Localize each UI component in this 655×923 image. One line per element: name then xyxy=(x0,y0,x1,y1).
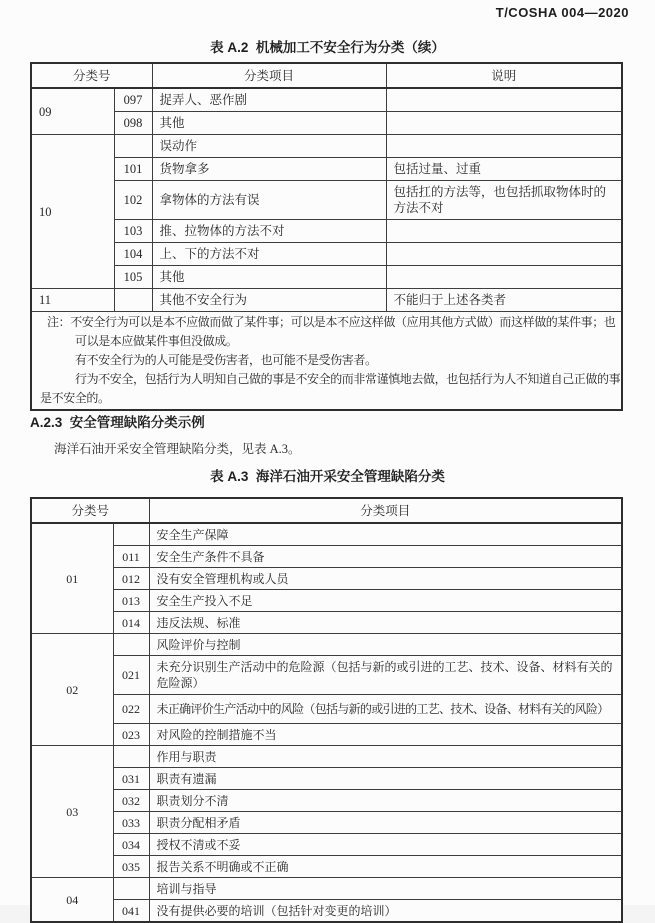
item-cell: 未充分识别生产活动中的危险源（包括与新的或引进的工艺、技术、设备、材料有关的危险源） xyxy=(149,656,622,695)
table-row xyxy=(31,289,622,312)
item-cell: 培训与指导 xyxy=(149,878,622,900)
code-cell xyxy=(113,634,149,656)
table-a3 xyxy=(30,497,623,923)
item-cell: 没有提供必要的培训（包括针对变更的培训） xyxy=(149,900,622,923)
table-row xyxy=(31,181,622,220)
code-cell: 105 xyxy=(114,266,152,289)
item-cell: 风险评价与控制 xyxy=(149,634,622,656)
item-cell: 未正确评价生产活动中的风险（包括与新的或引进的工艺、技术、设备、材料有关的风险） xyxy=(149,695,622,724)
table-row xyxy=(31,88,622,112)
description-cell xyxy=(386,135,622,158)
code-cell xyxy=(113,746,149,768)
item-cell: 安全生产投入不足 xyxy=(149,590,622,612)
code-cell xyxy=(114,135,152,158)
code-cell: 102 xyxy=(114,181,152,220)
code-cell: 034 xyxy=(113,834,149,856)
column-header-description: 说明 xyxy=(386,63,622,88)
table-row xyxy=(31,612,622,634)
table-row xyxy=(31,746,622,768)
description-cell xyxy=(386,266,622,289)
table-row xyxy=(31,243,622,266)
item-cell: 职责划分不清 xyxy=(149,790,622,812)
item-cell: 违反法规、标准 xyxy=(149,612,622,634)
code-cell: 035 xyxy=(113,856,149,878)
item-cell: 授权不清或不妥 xyxy=(149,834,622,856)
table-row xyxy=(31,812,622,834)
table-row xyxy=(31,220,622,243)
column-header-category-item: 分类项目 xyxy=(149,498,622,523)
table-row xyxy=(31,790,622,812)
group-cell: 01 xyxy=(31,523,113,634)
item-cell: 其他 xyxy=(152,266,386,289)
description-cell: 不能归于上述各类者 xyxy=(386,289,622,312)
table-row xyxy=(31,834,622,856)
item-cell: 报告关系不明确或不正确 xyxy=(149,856,622,878)
item-cell: 其他 xyxy=(152,112,386,135)
description-cell xyxy=(386,88,622,112)
table-header-row xyxy=(31,498,622,523)
section-heading: A.2.3 安全管理缺陷分类示例 xyxy=(30,415,205,430)
item-cell: 货物拿多 xyxy=(152,158,386,181)
code-cell: 041 xyxy=(113,900,149,923)
item-cell: 其他不安全行为 xyxy=(152,289,386,312)
note-line: 可以是本应做某件事但没做成。 xyxy=(75,334,238,348)
note-line: 注：不安全行为可以是本不应做而做了某件事；可以是本不应这样做（应用其他方式做）而这样做的某件事；也 xyxy=(47,315,616,329)
code-cell: 031 xyxy=(113,768,149,790)
table-note xyxy=(31,312,622,411)
code-cell: 103 xyxy=(114,220,152,243)
table-a3-title: 表 A.3 海洋石油开采安全管理缺陷分类 xyxy=(210,469,445,484)
code-cell: 098 xyxy=(114,112,152,135)
table-row xyxy=(31,135,622,158)
code-cell xyxy=(113,878,149,900)
item-cell: 安全生产保障 xyxy=(149,523,622,546)
table-row xyxy=(31,634,622,656)
code-cell: 104 xyxy=(114,243,152,266)
description-cell xyxy=(386,243,622,266)
table-a2 xyxy=(30,62,623,411)
table-row xyxy=(31,523,622,546)
item-cell: 推、拉物体的方法不对 xyxy=(152,220,386,243)
item-cell: 安全生产条件不具备 xyxy=(149,546,622,568)
code-cell: 012 xyxy=(113,568,149,590)
group-cell: 03 xyxy=(31,746,113,878)
code-cell: 097 xyxy=(114,88,152,112)
code-cell: 101 xyxy=(114,158,152,181)
group-cell: 02 xyxy=(31,634,113,746)
item-cell: 捉弄人、恶作剧 xyxy=(152,88,386,112)
section-paragraph: 海洋石油开采安全管理缺陷分类，见表 A.3。 xyxy=(54,442,301,456)
table-row xyxy=(31,695,622,724)
table-row xyxy=(31,856,622,878)
item-cell: 上、下的方法不对 xyxy=(152,243,386,266)
table-row xyxy=(31,158,622,181)
code-cell: 011 xyxy=(113,546,149,568)
column-header-category-number: 分类号 xyxy=(31,498,149,523)
column-header-category-number: 分类号 xyxy=(31,63,152,88)
item-cell: 没有安全管理机构或人员 xyxy=(149,568,622,590)
table-note-row xyxy=(31,312,622,411)
code-cell: 023 xyxy=(113,724,149,746)
item-cell: 误动作 xyxy=(152,135,386,158)
item-cell: 职责分配相矛盾 xyxy=(149,812,622,834)
note-line: 行为不安全，包括行为人明知自己做的事是不安全的而非常谨慎地去做，也包括行为人不知道自己正做的事 xyxy=(75,372,621,386)
group-cell: 04 xyxy=(31,878,113,923)
item-cell: 作用与职责 xyxy=(149,746,622,768)
column-header-category-item: 分类项目 xyxy=(152,63,386,88)
group-cell: 10 xyxy=(31,135,114,289)
description-cell xyxy=(386,112,622,135)
table-a2-title: 表 A.2 机械加工不安全行为分类（续） xyxy=(210,40,445,55)
description-cell: 包括过量、过重 xyxy=(386,158,622,181)
table-row xyxy=(31,546,622,568)
description-cell xyxy=(386,220,622,243)
code-cell: 013 xyxy=(113,590,149,612)
table-row xyxy=(31,724,622,746)
item-cell: 拿物体的方法有误 xyxy=(152,181,386,220)
code-cell: 032 xyxy=(113,790,149,812)
code-cell: 014 xyxy=(113,612,149,634)
note-line: 是不安全的。 xyxy=(40,391,110,405)
code-cell xyxy=(113,523,149,546)
table-row xyxy=(31,878,622,900)
table-row xyxy=(31,568,622,590)
table-row xyxy=(31,590,622,612)
item-cell: 职责有遗漏 xyxy=(149,768,622,790)
standard-number: T/COSHA 004—2020 xyxy=(495,5,629,20)
table-row xyxy=(31,112,622,135)
description-cell: 包括扛的方法等，也包括抓取物体时的方法不对 xyxy=(386,181,622,220)
group-cell: 09 xyxy=(31,88,114,135)
code-cell: 022 xyxy=(113,695,149,724)
table-row xyxy=(31,768,622,790)
code-cell: 033 xyxy=(113,812,149,834)
table-header-row xyxy=(31,63,622,88)
table-row xyxy=(31,266,622,289)
item-cell: 对风险的控制措施不当 xyxy=(149,724,622,746)
code-cell xyxy=(114,289,152,312)
code-cell: 021 xyxy=(113,656,149,695)
note-line: 有不安全行为的人可能是受伤害者，也可能不是受伤害者。 xyxy=(75,353,377,367)
group-cell: 11 xyxy=(31,289,114,312)
table-row xyxy=(31,656,622,695)
table-row xyxy=(31,900,622,923)
